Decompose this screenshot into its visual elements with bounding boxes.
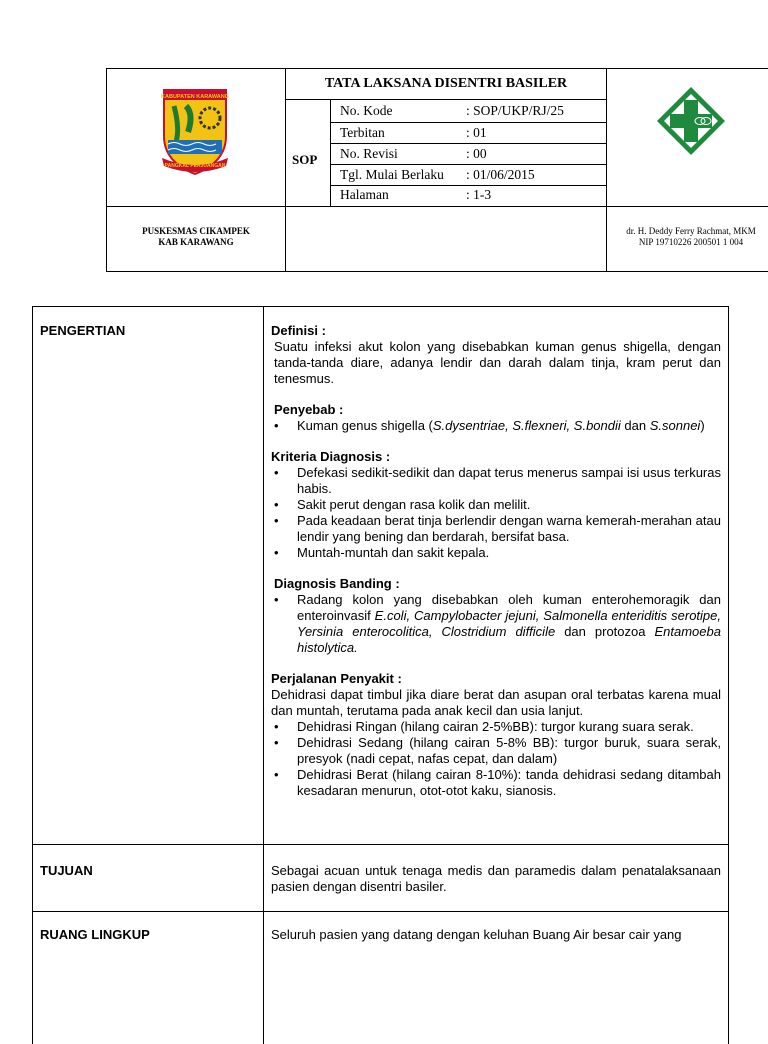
svg-text:PANGKAL PERJUANGAN: PANGKAL PERJUANGAN bbox=[164, 163, 226, 169]
row-label-no-revisi: No. Revisi bbox=[340, 146, 398, 161]
row-label-tgl-berlaku: Tgl. Mulai Berlaku bbox=[340, 167, 444, 182]
kriteria-heading: Kriteria Diagnosis : bbox=[271, 449, 391, 464]
row-label-terbitan: Terbitan bbox=[340, 125, 385, 140]
banding-heading: Diagnosis Banding : bbox=[274, 576, 400, 591]
sop-header-table bbox=[106, 68, 768, 272]
list-item: • Radang kolon yang disebabkan oleh kuman enterohemoragik dan enteroinvasif E.coli, Campylobacter jejuni, Salmonella enteriditis serotipe, Yersinia enterocolitica, Clostridium difficile dan protozoa Entamoeba histolytica. bbox=[271, 592, 721, 656]
section-content-ruang-lingkup: Seluruh pasien yang datang dengan keluhan Buang Air besar cair yang bbox=[271, 927, 682, 942]
row-value-halaman: : 1-3 bbox=[466, 187, 492, 202]
row-value-tgl-berlaku: : 01/06/2015 bbox=[466, 167, 535, 182]
penyebab-list bbox=[271, 418, 721, 434]
section-content-tujuan: Sebagai acuan untuk tenaga medis dan paramedis dalam penatalaksanaan pasien dengan disentri basiler. bbox=[271, 863, 721, 894]
signer-name: dr. H. Deddy Ferry Rachmat, MKM bbox=[626, 226, 756, 236]
penyebab-heading: Penyebab : bbox=[274, 402, 344, 417]
kriteria-list bbox=[271, 465, 721, 561]
list-item: • Sakit perut dengan rasa kolik dan melilit. bbox=[271, 497, 721, 513]
perjalanan-list bbox=[271, 719, 721, 799]
signer-nip: NIP 19710226 200501 1 004 bbox=[638, 237, 744, 247]
row-value-no-kode: : SOP/UKP/RJ/25 bbox=[466, 103, 564, 118]
section-label-tujuan: TUJUAN bbox=[40, 863, 93, 878]
sop-body-table bbox=[32, 306, 729, 1044]
section-label-pengertian: PENGERTIAN bbox=[40, 323, 126, 338]
section-label-ruang-lingkup: RUANG LINGKUP bbox=[40, 927, 150, 942]
list-item: • Dehidrasi Ringan (hilang cairan 2-5%BB): turgor kurang suara serak. bbox=[271, 719, 721, 735]
definisi-heading: Definisi : bbox=[271, 323, 326, 338]
list-item: • Muntah-muntah dan sakit kepala. bbox=[271, 545, 721, 561]
signer-block bbox=[606, 226, 768, 248]
perjalanan-text: Dehidrasi dapat timbul jika diare berat dan asupan oral terbatas karena mual dan muntah, terutama pada anak kecil dan usia lanjut. bbox=[271, 687, 721, 718]
svg-text:KABUPATEN KARAWANG: KABUPATEN KARAWANG bbox=[161, 94, 229, 100]
puskesmas-name: PUSKESMAS CIKAMPEK KAB KARAWANG bbox=[142, 226, 250, 247]
row-label-halaman: Halaman bbox=[340, 187, 389, 202]
list-item: • Kuman genus shigella (S.dysentriae, S.flexneri, S.bondii dan S.sonnei) bbox=[271, 418, 721, 434]
karawang-crest-logo bbox=[158, 84, 232, 176]
row-value-terbitan: : 01 bbox=[466, 125, 487, 140]
list-item: • Pada keadaan berat tinja berlendir dengan warna kemerah-merahan atau lendir yang bening dan berdarah, bersifat basa. bbox=[271, 513, 721, 545]
section-content-pengertian bbox=[271, 323, 721, 799]
sop-label: SOP bbox=[292, 152, 318, 167]
document-title: TATA LAKSANA DISENTRI BASILER bbox=[324, 76, 568, 91]
kemenkes-logo bbox=[654, 84, 728, 158]
list-item: • Dehidrasi Sedang (hilang cairan 5-8% BB): turgor buruk, suara serak, presyok (nadi cepat, nafas cepat, dan dalam) bbox=[271, 735, 721, 767]
row-label-no-kode: No. Kode bbox=[340, 103, 393, 118]
definisi-text: Suatu infeksi akut kolon yang disebabkan kuman genus shigella, dengan tanda-tanda diare, adanya lendir dan darah dalam tinja, kram perut dan tenesmus. bbox=[274, 339, 721, 386]
row-value-no-revisi: : 00 bbox=[466, 146, 487, 161]
perjalanan-heading: Perjalanan Penyakit : bbox=[271, 671, 402, 686]
list-item: • Defekasi sedikit-sedikit dan dapat terus menerus sampai isi usus terkuras habis. bbox=[271, 465, 721, 497]
list-item: • Dehidrasi Berat (hilang cairan 8-10%): tanda dehidrasi sedang ditambah kesadaran menurun, otot-otot kaku, sianosis. bbox=[271, 767, 721, 799]
banding-list bbox=[271, 592, 721, 656]
